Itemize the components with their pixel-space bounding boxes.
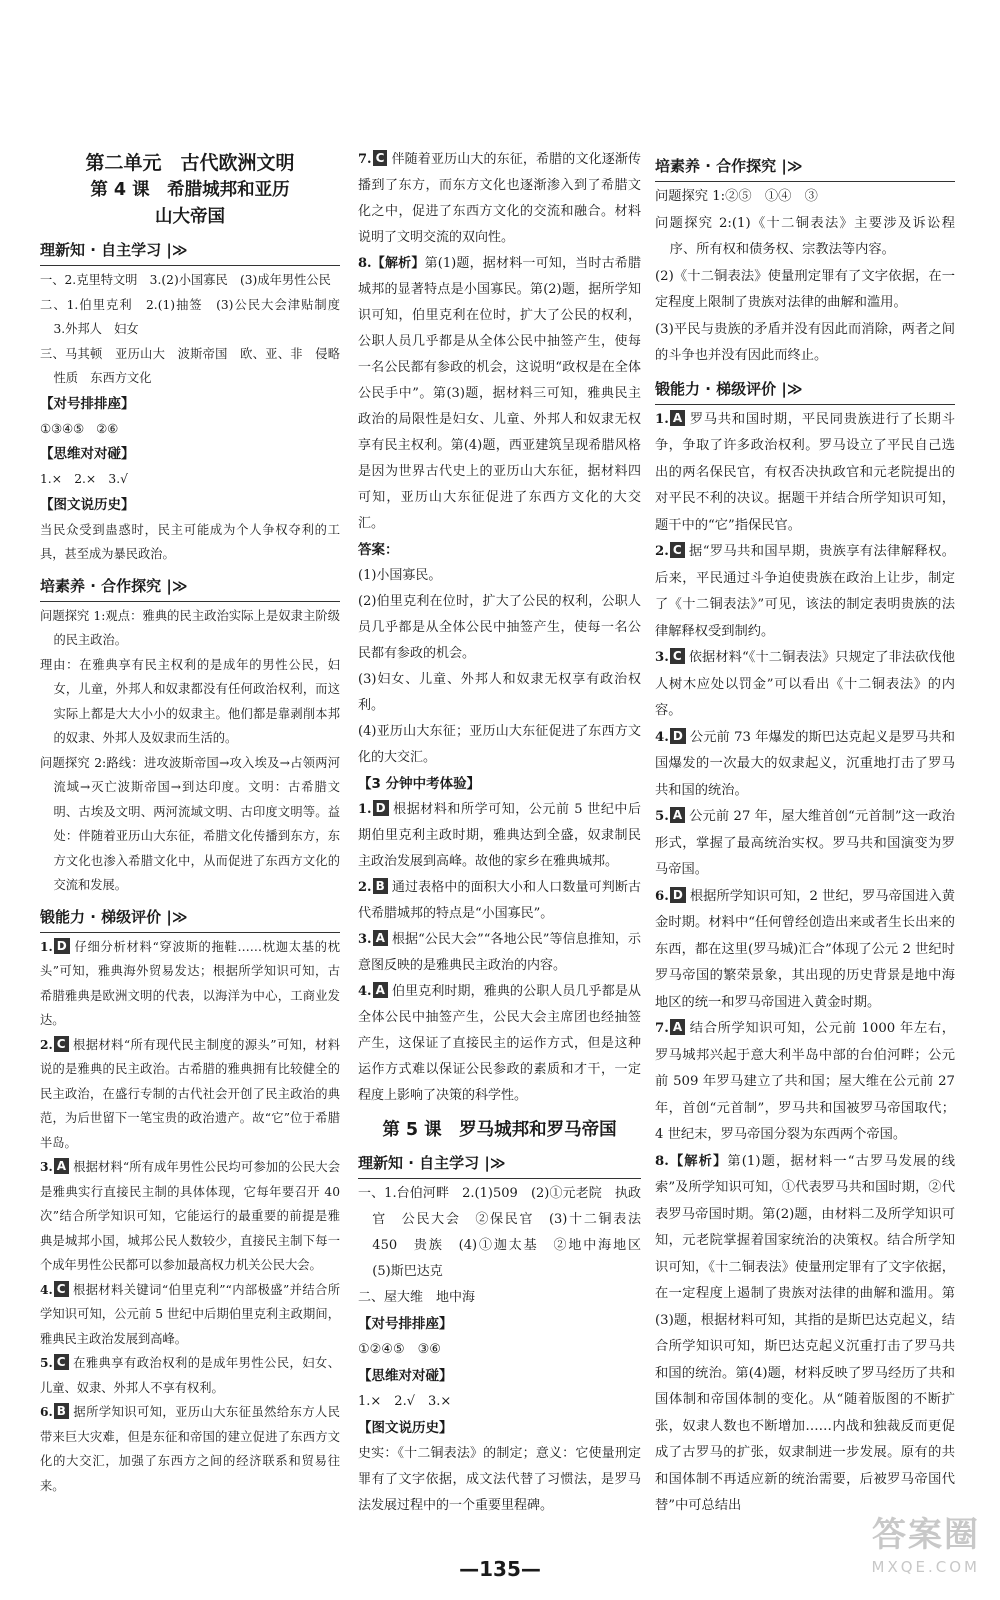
lesson5-ability-item-3: 3. C 依据材料“《十二铜表法》只规定了非法砍伐他人树木应处以罚金”可以看出《十二铜表法》的内容。 bbox=[655, 649, 955, 718]
answer-box: B bbox=[373, 878, 388, 894]
section-ability-heading: 锻能力 · 梯级评价 |≫ bbox=[40, 902, 340, 933]
page-number: —135— bbox=[459, 1557, 541, 1581]
unit-title: 第二单元 古代欧洲文明 bbox=[85, 152, 295, 174]
lesson5-section-coop-heading: 培素养 · 合作探究 |≫ bbox=[655, 151, 955, 182]
watermark-url: MXQE.COM bbox=[871, 1558, 980, 1576]
lesson4-title-line1: 第 4 课 希腊城邦和亚历 bbox=[90, 180, 290, 200]
coop-question-1-reason: 理由：在雅典享有民主权利的是成年的男性公民，妇女，儿童，外邦人和奴隶都没有任何政治权利，而这实际上都是大大小小的奴隶主。他们都是靠剥削本邦的奴隶、外邦人及奴隶而生活的。 bbox=[40, 657, 340, 745]
ability-item-6: 6. B 据所学知识可知，亚历山大东征虽然给东方人民带来巨大灾难，但是东征和帝国的建立促进了东西方文化的大交汇，加强了东西方之间的经济联系和贸易往来。 bbox=[40, 1404, 340, 1493]
lesson5-title: 第 5 课 罗马城邦和罗马帝国 bbox=[382, 1120, 617, 1140]
think-answer: 1.× 2.× 3.√ bbox=[40, 472, 128, 486]
exam-item-4: 4. A 伯里克利时期，雅典的公职人员几乎都是从全体公民中抽签产生，公民大会主席团也经抽签产生，这保证了直接民主的运作方式，但是这种运作方式难以保证公民参政的素质和才干，一定程度上影响了决策的科学性。 bbox=[358, 983, 641, 1103]
lesson5-think-answer: 1.× 2.√ 3.× bbox=[358, 1394, 452, 1409]
picture-history-answer: 当民众受到蛊惑时，民主可能成为个人争权夺利的工具，甚至成为暴民政治。 bbox=[40, 522, 340, 561]
lesson5-picture-history-answer: 史实：《十二铜表法》的制定；意义：它使量刑定罪有了文字依据，成文法代替了习惯法，是罗马法发展过程中的一个重要里程碑。 bbox=[358, 1446, 641, 1513]
answer-4: (4)亚历山大东征；亚历山大东征促进了东西方文化的大交汇。 bbox=[358, 724, 641, 765]
answer-box: A bbox=[373, 930, 388, 946]
answer-box: A bbox=[373, 982, 388, 998]
lesson5-coop-question-2c: (3)平民与贵族的矛盾并没有因此而消除，两者之间的斗争也并没有因此而终止。 bbox=[655, 321, 955, 363]
exam-item-3: 3. A 根据“公民大会”“各地公民”等信息推知，示意图反映的是雅典民主政治的内容。 bbox=[358, 931, 641, 973]
lesson5-coop-question-2: 问题探究 2:(1)《十二铜表法》主要涉及诉讼程序、所有权和债务权、宗教法等内容。 bbox=[655, 215, 955, 257]
lesson5-match-answer: ①②④⑤ ③⑥ bbox=[358, 1342, 441, 1357]
lesson5-picture-history-heading: 【图文说历史】 bbox=[358, 1420, 453, 1436]
learn-answer-2: 二、1.伯里克利 2.(1)抽签 (3)公民大会津贴制度 3.外邦人 妇女 bbox=[40, 297, 353, 336]
answer-label: 答案： bbox=[358, 542, 399, 558]
lesson5-learn-answer-1: 一、1.台伯河畔 2.(1)509 (2)①元老院 执政官 公民大会 ②保民官 (3)十二铜表法 450 贵族 (4)①迦太基 ②地中海地区 (5)斯巴达克 bbox=[358, 1186, 655, 1279]
coop-question-1: 问题探究 1:观点：雅典的民主政治实际上是奴隶主阶级的民主政治。 bbox=[40, 608, 340, 647]
answer-box: C bbox=[54, 1036, 69, 1052]
ability-item-4: 4. C 根据材料关键词“伯里克利”“内部极盛”并结合所学知识可知，公元前 5 世纪中后期伯里克利主政期间，雅典民主政治发展到高峰。 bbox=[40, 1281, 340, 1346]
section-learn-heading: 理新知 · 自主学习 |≫ bbox=[40, 235, 340, 266]
learn-answer-3: 三、马其顿 亚历山大 波斯帝国 欧、亚、非 侵略性质 东西方文化 bbox=[40, 346, 340, 385]
answer-box: A bbox=[670, 807, 685, 823]
answer-box: D bbox=[373, 800, 389, 816]
column-right bbox=[655, 147, 955, 1520]
lesson5-ability-item-1: 1. A 罗马共和国时期，平民同贵族进行了长期斗争，争取了许多政治权利。罗马设立了平民自己选出的两名保民官，有权否决执政官和元老院提出的对平民不利的决议。据题干并结合所学知识可知，题干中的“它”指保民官。 bbox=[655, 410, 955, 533]
answer-box: A bbox=[54, 1158, 69, 1174]
answer-box: C bbox=[670, 542, 685, 558]
learn-answer-1: 一、2.克里特文明 3.(2)小国寡民 (3)成年男性公民 bbox=[40, 273, 331, 287]
answer-1: (1)小国寡民。 bbox=[358, 568, 442, 583]
answer-2: (2)伯里克利在位时，扩大了公民的权利，公职人员几乎都是从全体公民中抽签产生，使每一名公民都有参政的机会。 bbox=[358, 594, 641, 661]
lesson5-ability-item-7: 7. A 结合所学知识可知，公元前 1000 年左右，罗马城邦兴起于意大利半岛中部的台伯河畔；公元前 509 年罗马建立了共和国；屋大维在公元前 27 年，首创“元首制”，罗马共和国被罗马帝国取代；4 世纪末，罗马帝国分裂为东西两个帝国。 bbox=[655, 1020, 955, 1142]
answer-box: D bbox=[670, 887, 686, 903]
answer-box: A bbox=[670, 410, 685, 426]
think-heading: 【思维对对碰】 bbox=[40, 446, 135, 462]
answer-3: (3)妇女、儿童、外邦人和奴隶无权享有政治权利。 bbox=[358, 672, 641, 713]
answer-box: B bbox=[54, 1403, 69, 1419]
lesson5-learn-answer-2: 二、屋大维 地中海 bbox=[358, 1290, 476, 1305]
exam-heading: 【3 分钟中考体验】 bbox=[358, 776, 481, 792]
lesson5-coop-question-2b: (2)《十二铜表法》使量刑定罪有了文字依据，在一定程度上限制了贵族对法律的曲解和滥用。 bbox=[655, 268, 955, 310]
lesson5-ability-item-6: 6. D 根据所学知识可知，2 世纪，罗马帝国进入黄金时期。材料中“任何曾经创造出来或者生长出来的东西，都在这里(罗马城)汇合”体现了公元 2 世纪时罗马帝国的繁荣景象，其出现的历史背景是地中海地区的统一和罗马帝国进入黄金时期。 bbox=[655, 887, 955, 1010]
ability-item-1: 1. D 仔细分析材料“穿波斯的拖鞋……枕迦太基的枕头”可知，雅典海外贸易发达；根据所学知识可知，古希腊雅典是欧洲文明的代表，以海洋为中心，工商业发达。 bbox=[40, 938, 340, 1027]
lesson5-section-ability-heading: 锻能力 · 梯级评价 |≫ bbox=[655, 374, 955, 405]
ability-item-8: 8.【解析】第(1)题，据材料一可知，当时古希腊城邦的显著特点是小国寡民。第(2)题，据所学知识可知，伯里克利在位时，扩大了公民的权利，公职人员几乎都是从全体公民中抽签产生，使每一名公民都有参政的机会，这说明“政权是在全体公民手中”。第(3)题，据材料三可知，雅典民主政治的局限性是妇女、儿童、外邦人和奴隶无权享有民主权利。第(4)题，西亚建筑呈现希腊风格是因为世界古代史上的亚历山大东征，据材料四可知，亚历山大东征促进了东西方文化的大交汇。 bbox=[358, 256, 641, 531]
lesson5-think-heading: 【思维对对碰】 bbox=[358, 1368, 453, 1384]
ability-list bbox=[40, 935, 340, 1499]
answer-box: C bbox=[54, 1281, 69, 1297]
match-answer: ①③④⑤ ②⑥ bbox=[40, 421, 119, 436]
lesson5-coop-question-1: 问题探究 1:②⑤ ①④ ③ bbox=[655, 189, 818, 204]
answer-box: D bbox=[54, 938, 70, 954]
answer-box: A bbox=[670, 1019, 685, 1035]
coop-question-2: 问题探究 2:路线：进攻波斯帝国→攻入埃及→占领两河流域→灭亡波斯帝国→到达印度。文明：古希腊文明、古埃及文明、两河流域文明、古印度文明等。益处：伴随着亚历山大东征，希腊文化传播到东方，东方文化也渗入希腊文化中，从而促进了东西方文化的交流和发展。 bbox=[40, 755, 340, 892]
answer-box: C bbox=[670, 648, 685, 664]
section-coop-heading: 培素养 · 合作探究 |≫ bbox=[40, 571, 340, 602]
lesson5-ability-item-2: 2. C 据“罗马共和国早期，贵族享有法律解释权。后来，平民通过斗争迫使贵族在政治上让步，制定了《十二铜表法》”可见，该法的制定表明贵族的法律解释权受到制约。 bbox=[655, 543, 955, 639]
lesson5-match-heading: 【对号排排座】 bbox=[358, 1316, 453, 1332]
exam-item-1: 1. D 根据材料和所学可知，公元前 5 世纪中后期伯里克利主政时期，雅典达到全盛，奴隶制民主政治发展到高峰。故他的家乡在雅典城邦。 bbox=[358, 801, 641, 869]
ability-item-3: 3. A 根据材料“所有成年男性公民均可参加的公民大会是雅典实行直接民主制的具体体现，它每年要召开 40 次”结合所学知识可知，它能运行的最重要的前提是雅典是城邦小国，城邦公民人数较少，直接民主制下每一个成年男性公民都可以参加最高权力机关公民大会。 bbox=[40, 1159, 340, 1272]
lesson5-section-learn-heading: 理新知 · 自主学习 |≫ bbox=[358, 1148, 641, 1179]
analysis-label: 【解析】 bbox=[371, 256, 425, 271]
analysis-label: 【解析】 bbox=[668, 1153, 728, 1169]
answer-box: C bbox=[54, 1354, 69, 1370]
answer-box: D bbox=[670, 728, 686, 744]
ability-item-5: 5. C 在雅典享有政治权利的是成年男性公民，妇女、儿童、奴隶、外邦人不享有权利。 bbox=[40, 1355, 340, 1395]
lesson5-ability-item-5: 5. A 公元前 27 年，屋大维首创“元首制”这一政治形式，掌握了最高统治实权。罗马共和国演变为罗马帝国。 bbox=[655, 808, 955, 877]
ability-item-7: 7. C 伴随着亚历山大的东征，希腊的文化逐渐传播到了东方，而东方文化也逐渐渗入到了希腊文化之中，促进了东西方文化的交流和融合。材料说明了文明交流的双向性。 bbox=[358, 151, 641, 245]
column-middle bbox=[358, 147, 655, 1519]
watermark-logo bbox=[872, 1517, 981, 1582]
answer-box: C bbox=[373, 150, 388, 166]
watermark-text: 答案圈 bbox=[872, 1515, 980, 1555]
ability-item-2: 2. C 根据材料“所有现代民主制度的源头”可知，材料说的是雅典的民主政治。古希腊的雅典拥有比较健全的民主政治，在盛行专制的古代社会开创了民主政治的典范，为后世留下一笔宝贵的政治遗产。故“它”位于希腊半岛。 bbox=[40, 1036, 340, 1150]
column-left bbox=[40, 140, 353, 1498]
lesson5-ability-item-4: 4. D 公元前 73 年爆发的斯巴达克起义是罗马共和国爆发的一次最大的奴隶起义，沉重地打击了罗马共和国的统治。 bbox=[655, 728, 955, 798]
exam-item-2: 2. B 通过表格中的面积大小和人口数量可判断古代希腊城邦的特点是“小国寡民”。 bbox=[358, 879, 641, 921]
lesson4-title-line2: 山大帝国 bbox=[155, 207, 225, 227]
lesson5-ability-item-8: 8.【解析】第(1)题，据材料一“古罗马发展的线索”及所学知识可知，①代表罗马共和国时期，②代表罗马帝国时期。第(2)题，由材料二及所学知识可知，元老院掌握着国家统治的决策权。结合所学知识可知，《十二铜表法》使量刑定罪有了文字依据，在一定程度上遏制了贵族对法律的曲解和滥用。第(3)题，根据材料可知，其指的是斯巴达克起义，结合所学知识可知，斯巴达克起义沉重打击了罗马共和国的统治。第(4)题，材料反映了罗马经历了共和国体制和帝国体制的变化。从“随着版图的不断扩张，奴隶人数也不断增加……内战和独裁反而更促成了古罗马的扩张，奴隶制进一步发展。原有的共和国体制不再适应新的统治需要，后被罗马帝国代替”中可总结出 bbox=[655, 1153, 955, 1513]
picture-history-heading: 【图文说历史】 bbox=[40, 496, 135, 513]
match-heading: 【对号排排座】 bbox=[40, 395, 135, 412]
